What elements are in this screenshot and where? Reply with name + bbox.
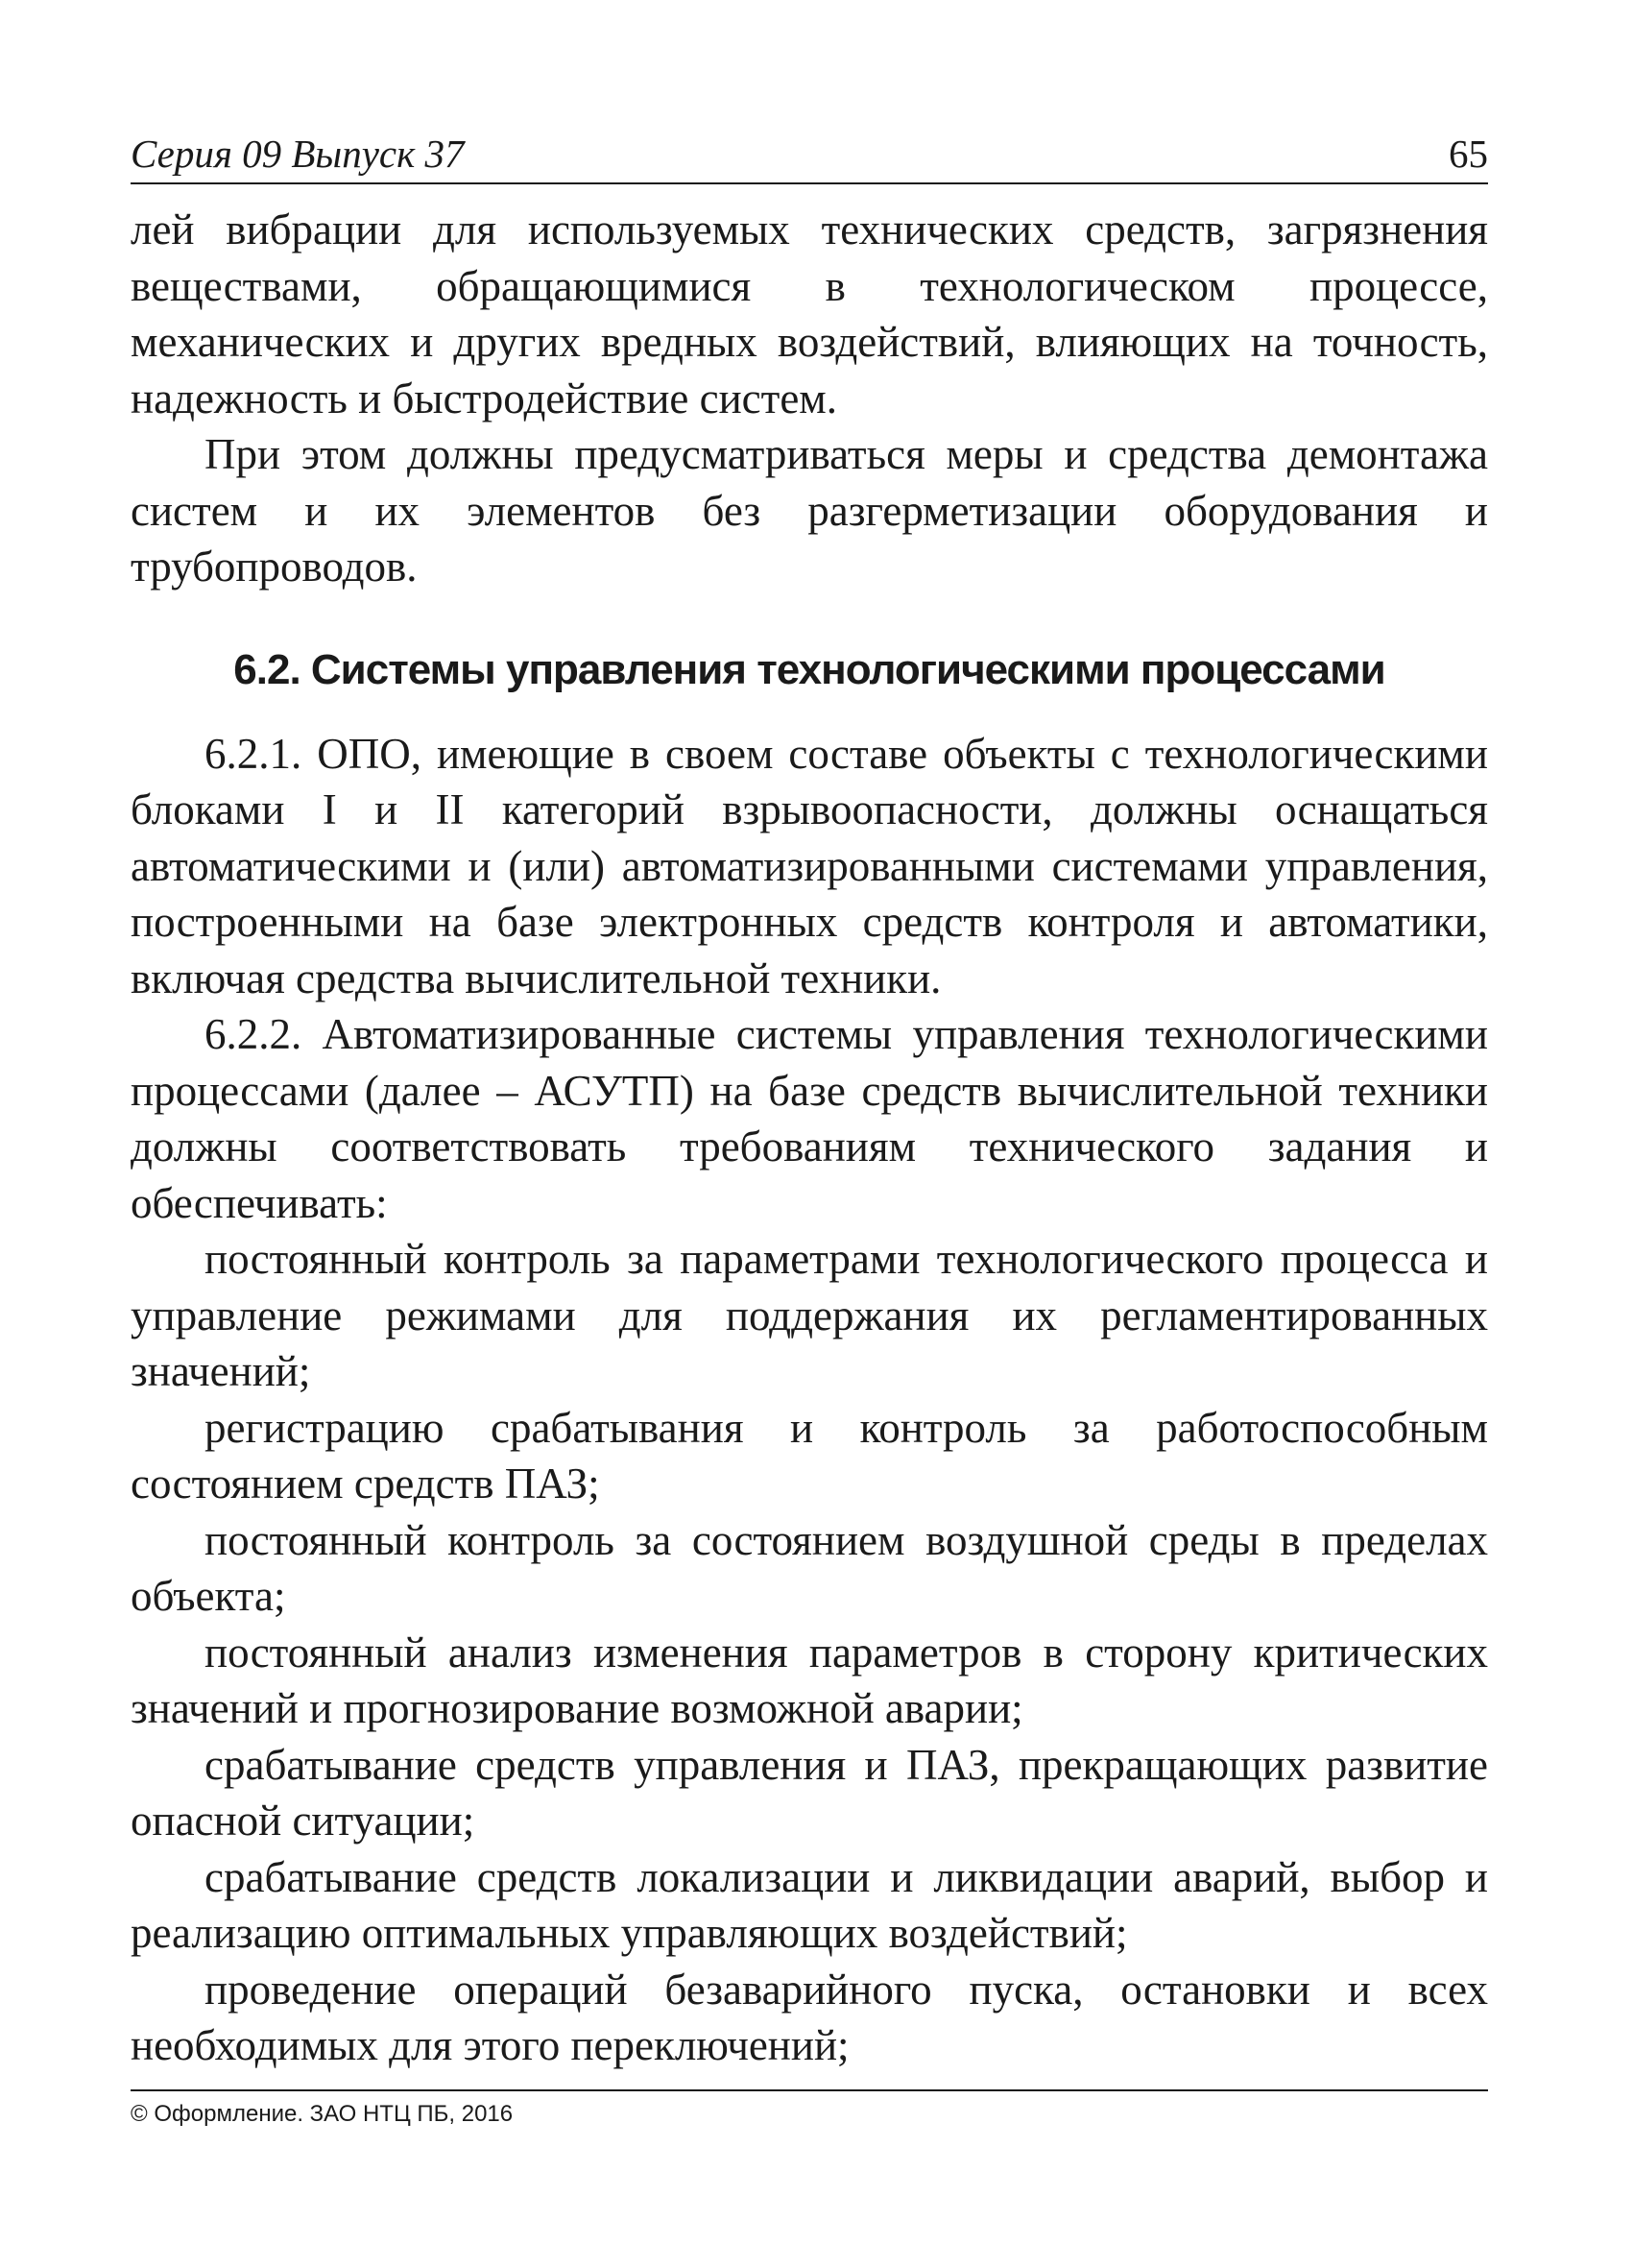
list-item: постоянный контроль за параметрами технологического процесса и управление режимами для поддержания их регламентированных значений; [131, 1235, 1488, 1395]
list-item: срабатывание средств управления и ПАЗ, прекращающих развитие опасной ситуации; [131, 1740, 1488, 1845]
paragraph-6-2-1: 6.2.1. ОПО, имеющие в своем составе объекты с технологическими блоками I и II категорий взрывоопасности, должны оснащаться автоматическими и (или) автоматизированными системами управления, построенными на базе электронных средств контроля и автоматики, включая средства вычислительной техники. [131, 729, 1488, 1002]
series-label: Серия 09 Выпуск 37 [131, 132, 465, 176]
list-item: постоянный анализ изменения параметров в сторону критических значений и прогнозирование возможной аварии; [131, 1628, 1488, 1732]
paragraph: лей вибрации для используемых технических средств, загрязнения веществами, обращающимися в технологическом процессе, механических и других вредных воздействий, влияющих на точность, надежность и быстродействие систем. [131, 205, 1488, 422]
section-title: 6.2. Системы управления технологическими процессами [233, 645, 1385, 693]
list-item: постоянный контроль за состоянием воздушной среды в пределах объекта; [131, 1515, 1488, 1620]
copyright-notice: © Оформление. ЗАО НТЦ ПБ, 2016 [131, 2101, 514, 2127]
list-item: проведение операций безаварийного пуска, остановки и всех необходимых для этого переключений; [131, 1965, 1488, 2069]
page-body [131, 202, 1488, 2074]
page-number: 65 [1449, 132, 1488, 176]
page-header [131, 125, 1488, 184]
list-item: срабатывание средств локализации и ликвидации аварий, выбор и реализацию оптимальных управляющих воздействий; [131, 1852, 1488, 1957]
paragraph: При этом должны предусматриваться меры и средства демонтажа систем и их элементов без разгерметизации оборудования и трубопроводов. [131, 430, 1488, 591]
page-footer [131, 2089, 1488, 2128]
paragraph-6-2-2: 6.2.2. Автоматизированные системы управления технологическими процессами (далее – АСУТП) на базе средств вычислительной техники должны соответствовать требованиям технического задания и обеспечивать: [131, 1010, 1488, 1227]
list-item: регистрацию срабатывания и контроль за работоспособным состоянием средств ПАЗ; [131, 1403, 1488, 1508]
